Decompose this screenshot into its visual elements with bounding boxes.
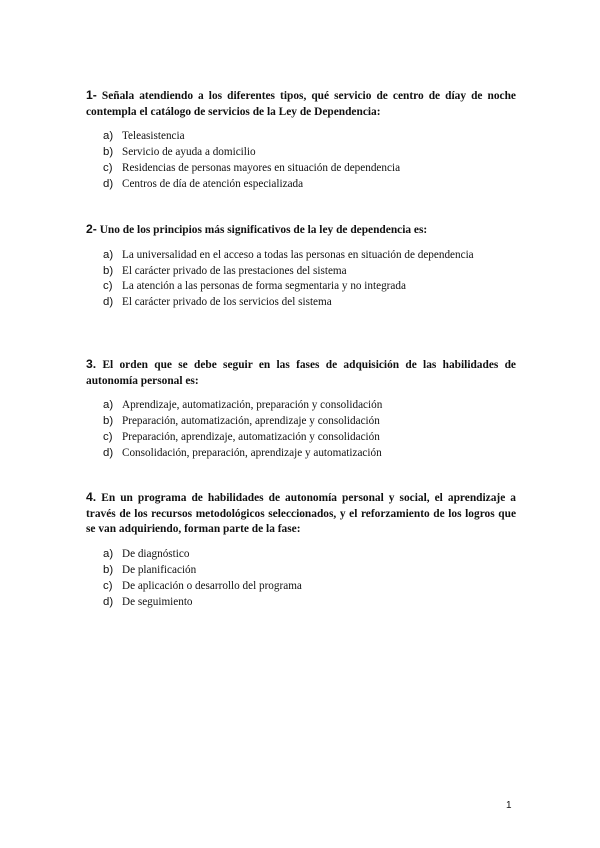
question-4 <box>86 490 516 610</box>
question-3 <box>86 357 516 462</box>
option-letter: c) <box>103 280 113 293</box>
option-text: De aplicación o desarrollo del programa <box>122 579 302 592</box>
option-b <box>86 414 516 430</box>
question-text: En un programa de habilidades de autonomía personal y social, el aprendizaje a través de los recursos metodológicos seleccionados, y el reforzamiento de los logros que se van adquiriendo, forman parte de la fase: <box>86 492 516 536</box>
option-letter: b) <box>103 563 114 576</box>
question-number: 4. <box>86 490 97 504</box>
question-number: 2- <box>86 222 97 236</box>
option-letter: b) <box>103 146 114 159</box>
option-d <box>86 595 516 611</box>
option-letter: a) <box>103 248 114 261</box>
option-c <box>86 579 516 595</box>
option-c <box>86 279 516 295</box>
option-letter: a) <box>103 399 114 412</box>
option-text: El carácter privado de las prestaciones del sistema <box>122 264 347 277</box>
option-text: El carácter privado de los servicios del sistema <box>122 296 332 309</box>
option-text: Residencias de personas mayores en situación de dependencia <box>122 162 401 174</box>
option-text: Consolidación, preparación, aprendizaje y automatización <box>122 446 382 459</box>
option-d <box>86 295 516 311</box>
option-letter: a) <box>103 130 114 143</box>
option-c <box>86 161 516 177</box>
option-letter: d) <box>103 595 114 608</box>
option-letter: c) <box>103 162 113 174</box>
page-number: 1 <box>506 800 512 811</box>
option-text: Servicio de ayuda a domicilio <box>122 146 256 159</box>
option-letter: d) <box>103 296 114 309</box>
option-text: De seguimiento <box>122 595 193 608</box>
option-c <box>86 430 516 446</box>
question-1-title <box>86 88 516 120</box>
option-text: Centros de día de atención especializada <box>122 177 304 190</box>
option-text: Preparación, automatización, aprendizaje y consolidación <box>122 415 380 428</box>
option-text: La atención a las personas de forma segmentaria y no integrada <box>122 280 406 293</box>
option-d <box>86 446 516 462</box>
question-3-title <box>86 357 516 389</box>
option-list <box>86 129 516 193</box>
option-letter: c) <box>103 579 113 592</box>
option-list <box>86 398 516 462</box>
option-b <box>86 264 516 280</box>
option-list <box>86 248 516 312</box>
option-text: De diagnóstico <box>122 547 190 560</box>
question-4-title <box>86 490 516 538</box>
option-text: Aprendizaje, automatización, preparación y consolidación <box>122 399 383 412</box>
option-a <box>86 398 516 414</box>
option-text: Preparación, aprendizaje, automatización y consolidación <box>122 431 380 443</box>
question-2-title <box>86 222 516 239</box>
option-list <box>86 547 516 611</box>
option-letter: d) <box>103 446 114 459</box>
option-d <box>86 177 516 193</box>
question-number: 3. <box>86 357 97 371</box>
question-number: 1- <box>86 88 97 102</box>
option-b <box>86 563 516 579</box>
question-2 <box>86 222 516 311</box>
option-letter: b) <box>103 264 114 277</box>
option-text: Teleasistencia <box>122 130 185 143</box>
option-a <box>86 248 516 264</box>
option-letter: c) <box>103 431 113 443</box>
question-text: Uno de los principios más significativos de la ley de dependencia es: <box>99 224 428 236</box>
option-text: De planificación <box>122 563 197 576</box>
option-b <box>86 145 516 161</box>
question-text: El orden que se debe seguir en las fases de adquisición de las habilidades de autonomía personal es: <box>86 359 516 387</box>
option-letter: b) <box>103 415 114 428</box>
question-1 <box>86 88 516 193</box>
option-letter: a) <box>103 547 114 560</box>
option-a <box>86 129 516 145</box>
option-text: La universalidad en el acceso a todas las personas en situación de dependencia <box>122 248 474 261</box>
option-letter: d) <box>103 177 114 190</box>
question-text: Señala atendiendo a los diferentes tipos, qué servicio de centro de díay de noche contempla el catálogo de servicios de la Ley de Dependencia: <box>86 90 516 118</box>
option-a <box>86 547 516 563</box>
